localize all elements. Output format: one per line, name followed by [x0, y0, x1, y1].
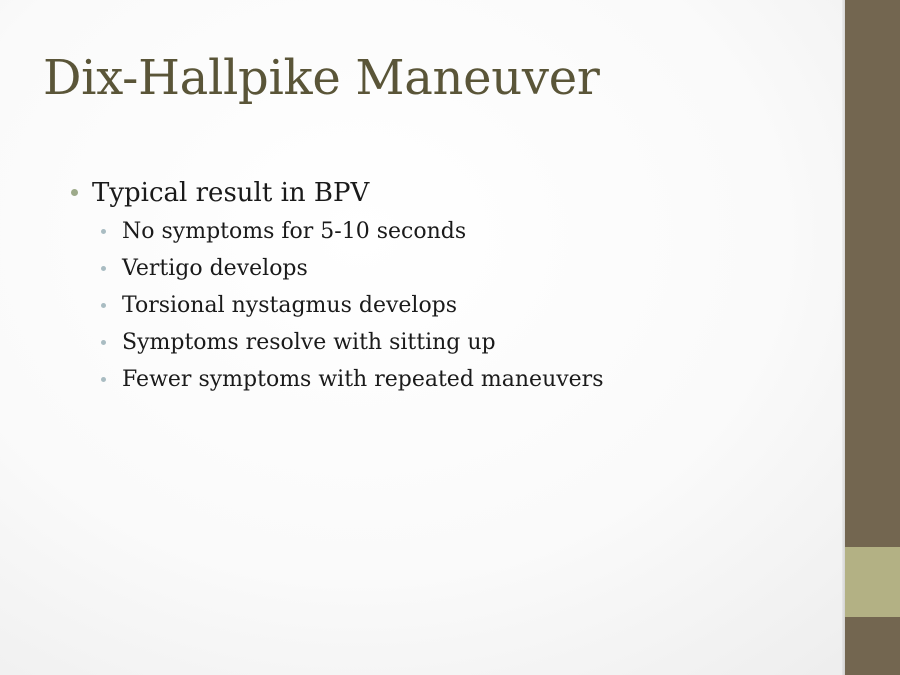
side-decoration-accent [845, 547, 900, 617]
slide-title: Dix-Hallpike Maneuver [43, 50, 600, 106]
sub-bullet-text: Vertigo develops [122, 256, 308, 281]
sub-bullet-item [122, 290, 457, 322]
sub-bullet-text: Fewer symptoms with repeated maneuvers [122, 367, 604, 392]
sub-bullet-dot-icon [101, 303, 106, 308]
sub-bullet-dot-icon [101, 229, 106, 234]
sub-bullet-item [122, 253, 308, 285]
main-bullet-item [92, 175, 369, 211]
sub-bullet-dot-icon [101, 266, 106, 271]
main-bullet-dot-icon [71, 189, 78, 196]
main-bullet-text: Typical result in BPV [92, 178, 370, 208]
sub-bullet-text: Torsional nystagmus develops [122, 293, 458, 318]
sub-bullet-item [122, 327, 496, 359]
sub-bullet-text: Symptoms resolve with sitting up [122, 330, 496, 355]
sub-bullet-item [122, 216, 466, 248]
sub-bullet-dot-icon [101, 377, 106, 382]
sub-bullet-text: No symptoms for 5-10 seconds [122, 219, 467, 244]
sub-bullet-dot-icon [101, 340, 106, 345]
sub-bullet-item [122, 364, 604, 396]
